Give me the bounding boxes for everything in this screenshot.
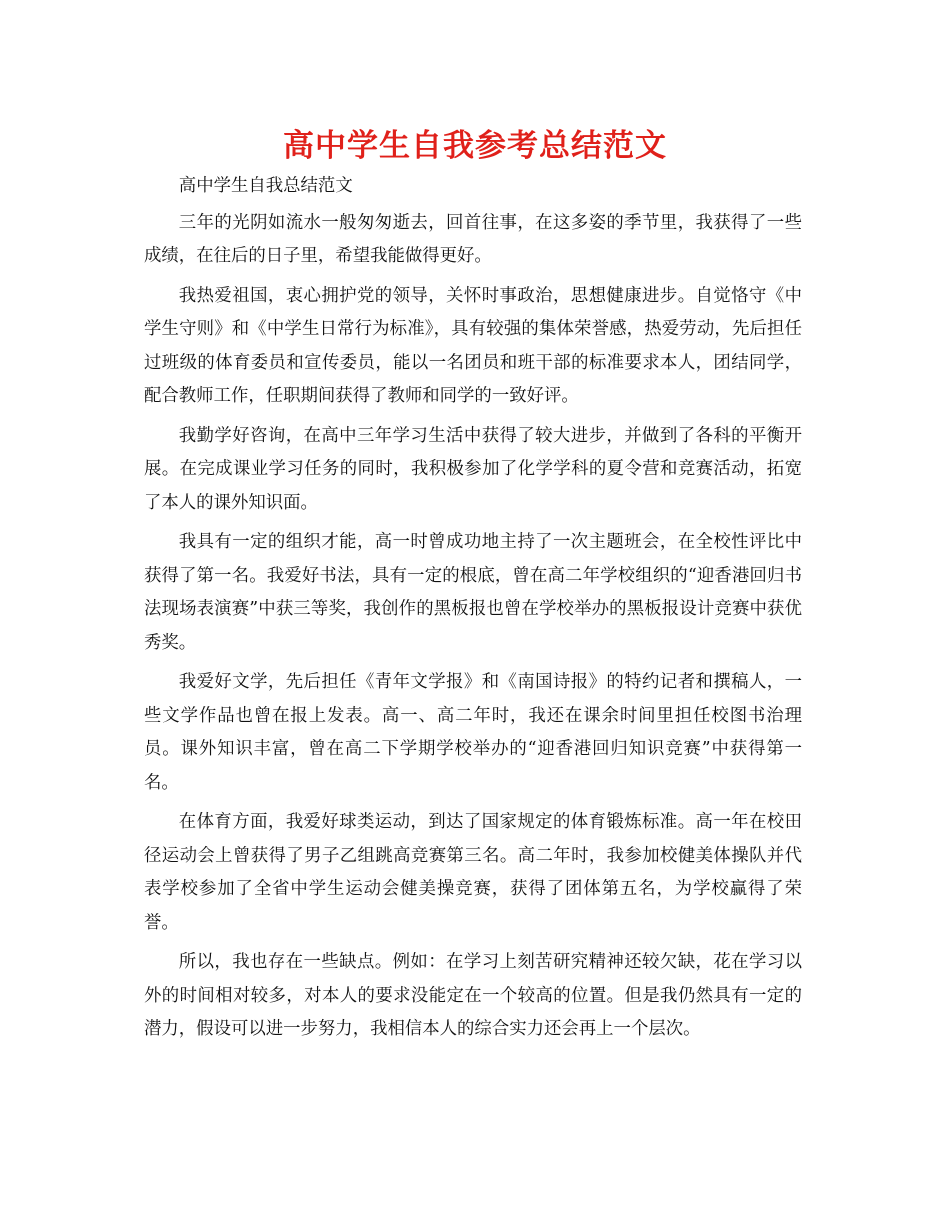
paragraph-organization: 我具有一定的组织才能，高一时曾成功地主持了一次主题班会，在全校性评比中获得了第一名。我爱好书法，具有一定的根底，曾在高二年学校组织的“迎香港回归书法现场表演赛”中获三等奖，我创作的黑板报也曾在学校举办的黑板报设计竞赛中获优秀奖。 [144,532,802,653]
paragraph-study: 我勤学好咨询，在高中三年学习生活中获得了较大进步，并做到了各科的平衡开展。在完成课业学习任务的同时，我积极参加了化学学科的夏令营和竞赛活动，拓宽了本人的课外知识面。 [144,425,802,513]
document-body [144,170,802,1053]
document-title: 高中学生自我参考总结范文 [283,128,667,164]
document-subtitle: 高中学生自我总结范文 [178,176,353,196]
paragraph-intro: 三年的光阴如流水一般匆匆逝去，回首往事，在这多姿的季节里，我获得了一些成绩，在往后的日子里，希望我能做得更好。 [144,212,802,266]
paragraph-literature: 我爱好文学，先后担任《青年文学报》和《南国诗报》的特约记者和撰稿人，一些文学作品也曾在报上发表。高一、高二年时，我还在课余时间里担任校图书治理员。课外知识丰富，曾在高二下学期学校举办的“迎香港回归知识竞赛”中获得第一名。 [144,672,802,793]
paragraph-shortcomings: 所以，我也存在一些缺点。例如：在学习上刻苦研究精神还较欠缺，花在学习以外的时间相对较多，对本人的要求没能定在一个较高的位置。但是我仍然具有一定的潜力，假设可以进一步努力，我相信本人的综合实力还会再上一个层次。 [144,952,802,1039]
paragraph-sports: 在体育方面，我爱好球类运动，到达了国家规定的体育锻炼标准。高一年在校田径运动会上曾获得了男子乙组跳高竞赛第三名。高二年时，我参加校健美体操队并代表学校参加了全省中学生运动会健美操竞赛，获得了团体第五名，为学校赢得了荣誉。 [144,812,802,933]
paragraph-conduct: 我热爱祖国，衷心拥护党的领导，关怀时事政治，思想健康进步。自觉恪守《中学生守则》和《中学生日常行为标准》，具有较强的集体荣誉感，热爱劳动，先后担任过班级的体育委员和宣传委员，能以一名团员和班干部的标准要求本人，团结同学，配合教师工作，任职期间获得了教师和同学的一致好评。 [144,285,802,406]
